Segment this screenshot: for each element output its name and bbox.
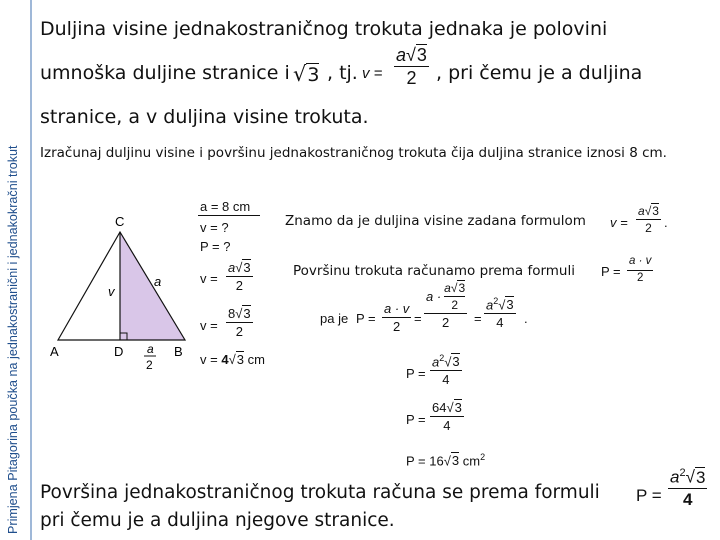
paje-frac3: $a^2√3$ 4: [486, 296, 514, 331]
vertex-c-label: C: [115, 214, 125, 229]
intro-line2-a: umnoška duljine stranice i: [40, 62, 290, 84]
intro-root3: √3: [293, 62, 320, 86]
paje-frac2: a · a√3 2 2: [426, 281, 466, 330]
known-text: Znamo da je duljina visine zadana formulom: [285, 213, 586, 229]
side-a-label: a: [154, 274, 162, 289]
paje-end: .: [524, 311, 528, 326]
sidebar-title: Primjena Pitagorina poučka na jednakostranični i jednakokračni trokut: [6, 145, 20, 534]
paje-frac1: a · v 2: [384, 301, 410, 334]
intro-v-lhs: v =: [362, 65, 383, 82]
given-underline: [198, 215, 260, 216]
vertex-d-label: D: [114, 344, 124, 359]
vertex-a-label: A: [50, 344, 59, 359]
triangle-figure: [40, 210, 200, 375]
area-frac: a · v 2: [629, 255, 652, 284]
known-end: .: [664, 215, 668, 230]
task-text: Izračunaj duljinu visine i površinu jednakostraničnog trokuta čija duljina stranice iznosi 8 cm.: [40, 145, 667, 161]
final-lhs: P =: [636, 486, 662, 505]
paje-eq2: =: [474, 311, 482, 326]
height-v-label: v: [108, 284, 115, 299]
final-line1: Površina jednakostraničnog trokuta računa se prema formuli: [40, 482, 600, 503]
vertex-b-label: B: [174, 344, 183, 359]
area-lhs: P =: [601, 264, 621, 279]
given-a: a = 8 cm: [200, 199, 251, 214]
intro-line3: stranice, a v duljina visine trokuta.: [40, 106, 369, 128]
intro-line2-c: , pri čemu je a duljina: [436, 62, 643, 84]
intro-formula-frac: a√3 2: [396, 45, 427, 88]
given-p: P = ?: [200, 239, 231, 254]
step1-lhs: v =: [200, 271, 218, 286]
sidebar: [0, 0, 32, 540]
calc-r1-frac: $a^2√3$ 4: [432, 353, 460, 388]
calc-r2-frac: 64√3 4: [432, 400, 462, 433]
calc-r1-lhs: P =: [406, 366, 426, 381]
known-frac: a√3 2: [638, 204, 659, 235]
paje-lhs: P =: [356, 311, 376, 326]
step2-frac: 8√3 2: [228, 306, 251, 339]
area-text: Površinu trokuta računamo prema formuli: [293, 263, 575, 279]
intro-line1: Duljina visine jednakostraničnog trokuta jednaka je polovini: [40, 18, 608, 40]
half-base-den: 2: [146, 358, 153, 372]
step3-result: v = 4√3 cm: [200, 352, 265, 367]
step2-lhs: v =: [200, 318, 218, 333]
calc-r3: P = 16√3 $cm^2$: [406, 452, 486, 469]
half-base-num: a: [147, 342, 154, 356]
known-lhs: v =: [610, 215, 628, 230]
final-frac: $a^2√3$ 4: [670, 467, 706, 509]
given-v: v = ?: [200, 220, 229, 235]
paje-eq1: =: [414, 311, 422, 326]
final-line2: pri čemu je a duljina njegove stranice.: [40, 510, 395, 531]
calc-r2-lhs: P =: [406, 412, 426, 427]
intro-line2-b: , tj.: [327, 62, 358, 84]
paje-text: pa je: [320, 311, 349, 326]
step1-frac: a√3 2: [228, 260, 251, 293]
